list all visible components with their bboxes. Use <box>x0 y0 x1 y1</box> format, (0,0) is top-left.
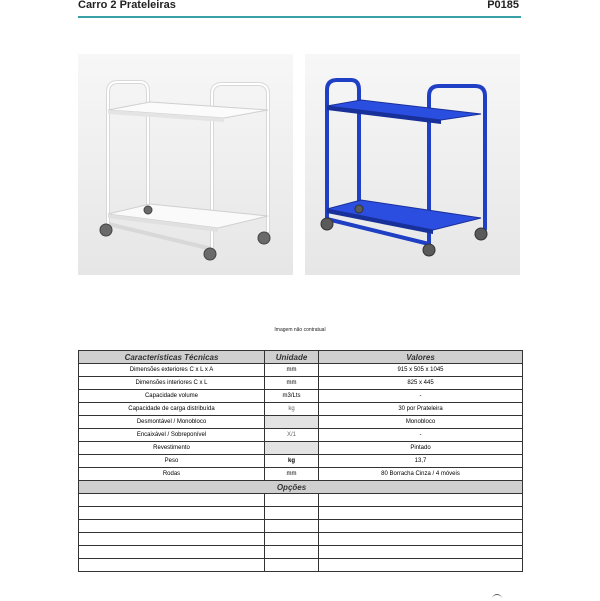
document-header <box>78 0 521 18</box>
table-row <box>79 416 523 429</box>
empty-cell <box>319 520 523 533</box>
row-value: Monobloco <box>319 416 523 429</box>
empty-cell <box>319 533 523 546</box>
options-spacer-left <box>79 481 265 494</box>
table-row <box>79 403 523 416</box>
empty-cell <box>79 494 265 507</box>
header-characteristics: Características Técnicas <box>79 351 265 364</box>
header-unit: Unidade <box>265 351 319 364</box>
row-unit: mm <box>265 468 319 481</box>
row-unit: mm <box>265 377 319 390</box>
white-trolley-image <box>78 54 293 275</box>
empty-cell <box>265 546 319 559</box>
empty-cell <box>79 507 265 520</box>
empty-cell <box>79 559 265 572</box>
empty-cell <box>319 559 523 572</box>
empty-cell <box>265 559 319 572</box>
row-label: Revestimento <box>79 442 265 455</box>
empty-cell <box>79 546 265 559</box>
empty-cell <box>319 546 523 559</box>
row-unit <box>265 442 319 455</box>
empty-cell <box>265 494 319 507</box>
empty-cell <box>319 507 523 520</box>
empty-cell <box>265 520 319 533</box>
row-value: - <box>319 390 523 403</box>
table-row <box>79 429 523 442</box>
specifications-table <box>78 350 523 572</box>
empty-cell <box>265 507 319 520</box>
row-value: 80 Borracha Cinza / 4 móveis <box>319 468 523 481</box>
empty-option-row <box>79 546 523 559</box>
options-header: Opções <box>265 481 319 494</box>
row-unit: mm <box>265 364 319 377</box>
table-header-row <box>79 351 523 364</box>
row-label: Capacidade volume <box>79 390 265 403</box>
product-title: Carro 2 Prateleiras <box>78 0 176 11</box>
empty-option-row <box>79 520 523 533</box>
table-row <box>79 364 523 377</box>
empty-cell <box>79 520 265 533</box>
empty-option-row <box>79 533 523 546</box>
table-row <box>79 377 523 390</box>
blue-trolley-image <box>305 54 520 275</box>
image-disclaimer: Imagem não contratual <box>274 327 326 333</box>
table-row <box>79 390 523 403</box>
row-label: Rodas <box>79 468 265 481</box>
table-row <box>79 468 523 481</box>
row-label: Encaixável / Sobreponível <box>79 429 265 442</box>
row-unit: kg <box>265 403 319 416</box>
row-value: 825 x 445 <box>319 377 523 390</box>
row-value: - <box>319 429 523 442</box>
table-row <box>79 455 523 468</box>
row-label: Capacidade de carga distribuída <box>79 403 265 416</box>
empty-option-row <box>79 494 523 507</box>
row-label: Dimensões interiores C x L <box>79 377 265 390</box>
empty-option-row <box>79 559 523 572</box>
row-label: Peso <box>79 455 265 468</box>
row-value: 915 x 505 x 1045 <box>319 364 523 377</box>
empty-cell <box>265 533 319 546</box>
row-value: 30 por Prateleira <box>319 403 523 416</box>
header-values: Valores <box>319 351 523 364</box>
empty-option-row <box>79 507 523 520</box>
table-row <box>79 442 523 455</box>
empty-cell <box>319 494 523 507</box>
row-label: Desmontável / Monobloco <box>79 416 265 429</box>
options-spacer-right <box>319 481 523 494</box>
product-code: P0185 <box>487 0 519 11</box>
row-unit: m3/Lts <box>265 390 319 403</box>
row-unit: X/1 <box>265 429 319 442</box>
row-unit <box>265 416 319 429</box>
empty-cell <box>79 533 265 546</box>
options-header-row <box>79 481 523 494</box>
row-label: Dimensões exteriores C x L x A <box>79 364 265 377</box>
row-value: Pintado <box>319 442 523 455</box>
row-unit: kg <box>265 455 319 468</box>
row-value: 13,7 <box>319 455 523 468</box>
